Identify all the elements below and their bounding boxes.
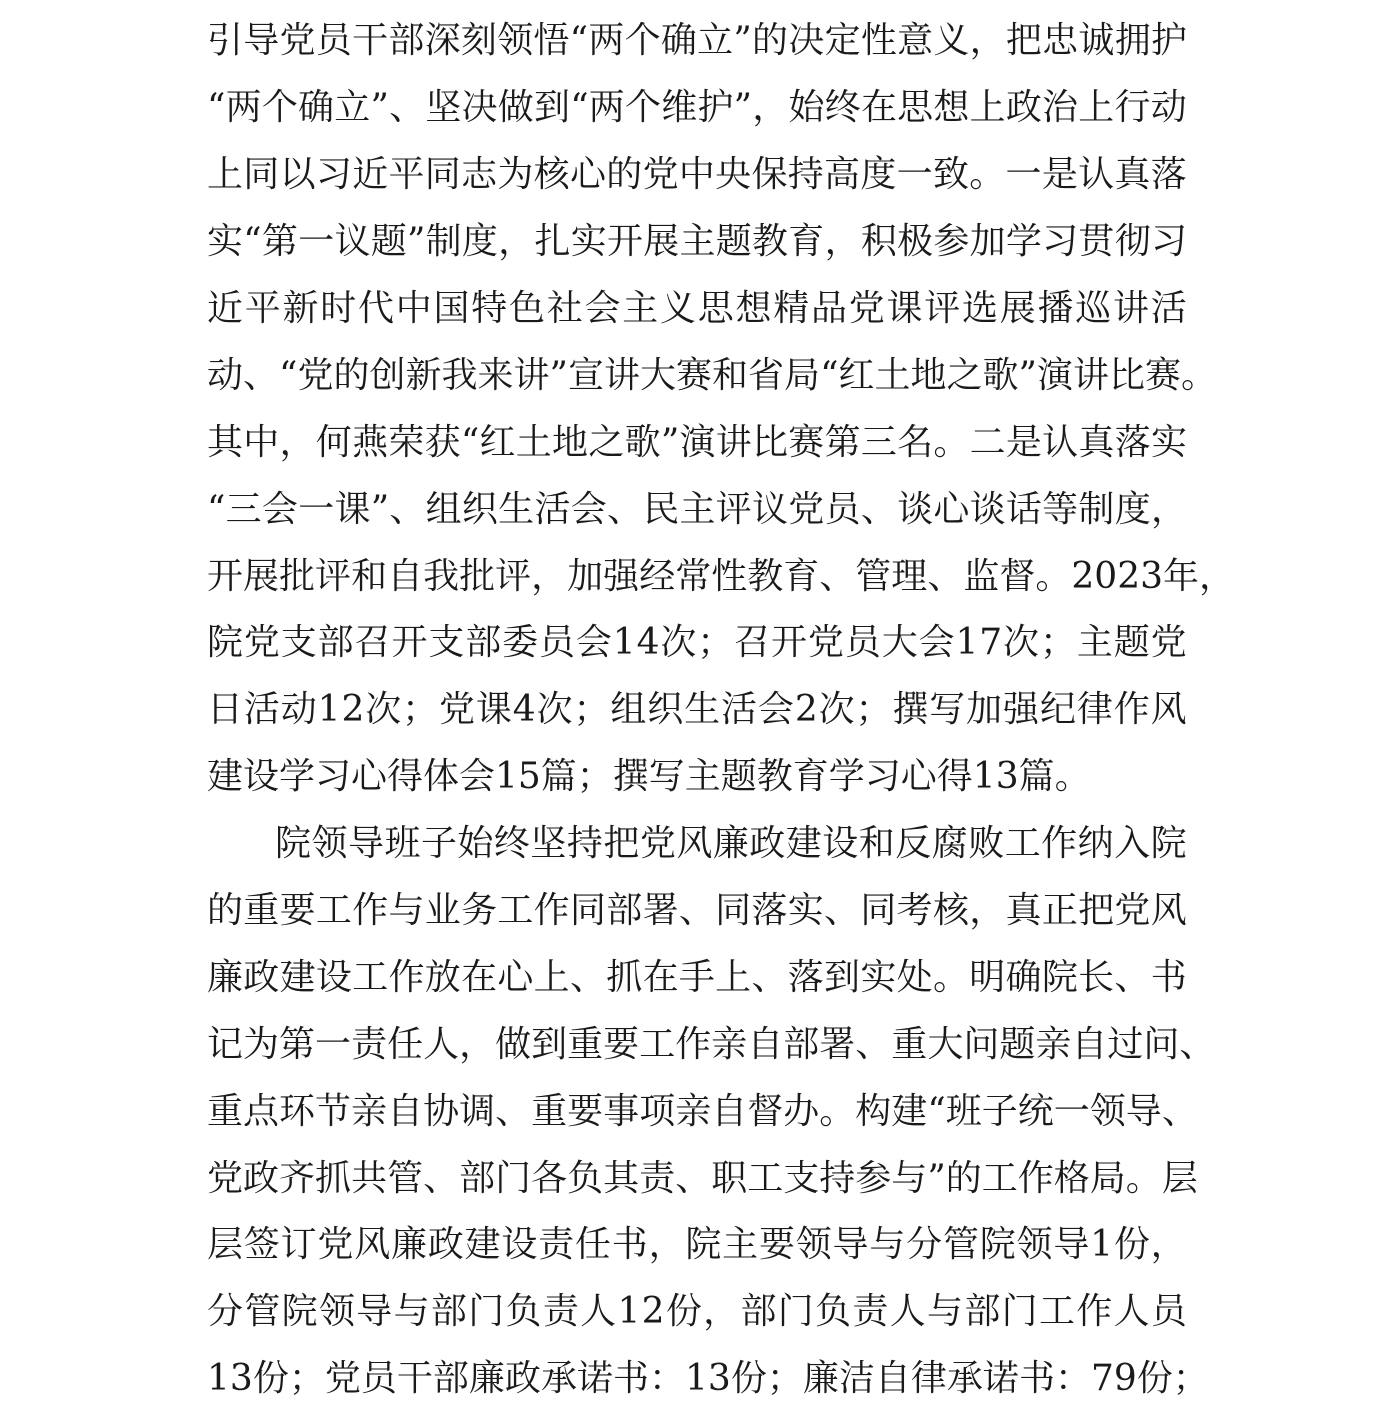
text-line: “ 三 会 一 课 ” 、 组 织 生 活 会 、 民 主 评 议 党 员 、 谈 心 谈 话 等 制 度 ， — [207, 488, 1187, 530]
text-line: 的 重 要 工 作 与 业 务 工 作 同 部 署 、 同 落 实 、 同 考 核 ， 真 正 把 党 风 — [207, 890, 1187, 932]
text-line: 其 中 ， 何 燕 荣 获 “ 红 土 地 之 歌 ” 演 讲 比 赛 第 三 名 。 二 是 认 真 落 实 — [207, 421, 1187, 463]
text-line: 实 “ 第 一 议 题 ” 制 度 ， 扎 实 开 展 主 题 教 育 ， 积 极 参 加 学 习 贯 彻 习 — [207, 221, 1187, 263]
text-line: 党 政 齐 抓 共 管 、 部 门 各 负 其 责 、 职 工 支 持 参 与 ” 的 工 作 格 局 。 层 — [207, 1157, 1198, 1199]
text-line: 廉 政 建 设 工 作 放 在 心 上 、 抓 在 手 上 、 落 到 实 处 。 明 确 院 长 、 书 — [207, 956, 1187, 998]
text-line: 开 展 批 评 和 自 我 批 评 ， 加 强 经 常 性 教 育 、 管 理 、 监 督 。 2 0 2 3 年 ， — [207, 555, 1236, 597]
text-line: 上 同 以 习 近 平 同 志 为 核 心 的 党 中 央 保 持 高 度 一 致 。 一 是 认 真 落 — [207, 154, 1187, 196]
text-line: 动 、 “ 党 的 创 新 我 来 讲 ” 宣 讲 大 赛 和 省 局 “ 红 土 地 之 歌 ” 演 讲 比 赛 。 — [207, 354, 1218, 396]
text-line: 引 导 党 员 干 部 深 刻 领 悟 “ 两 个 确 立 ” 的 决 定 性 意 义 ， 把 忠 诚 拥 护 — [207, 20, 1187, 62]
text-line: 重 点 环 节 亲 自 协 调 、 重 要 事 项 亲 自 督 办 。 构 建 “ 班 子 统 一 领 导 、 — [207, 1090, 1198, 1132]
text-line: 记 为 第 一 责 任 人 ， 做 到 重 要 工 作 亲 自 部 署 、 重 大 问 题 亲 自 过 问 、 — [207, 1023, 1216, 1065]
text-line: 层 签 订 党 风 廉 政 建 设 责 任 书 ， 院 主 要 领 导 与 分 管 院 领 导 1 份 ， — [207, 1224, 1187, 1266]
text-line: 院 领 导 班 子 始 终 坚 持 把 党 风 廉 政 建 设 和 反 腐 败 工 作 纳 入 院 — [275, 823, 1187, 865]
paragraph-2 — [207, 811, 1216, 1413]
paragraph-1 — [207, 8, 1236, 811]
text-line: 分 管 院 领 导 与 部 门 负 责 人 1 2 份 ， 部 门 负 责 人 与 部 门 工 作 人 员 — [207, 1291, 1187, 1333]
text-line: 1 3 份 ； 党 员 干 部 廉 政 承 诺 书 ： 1 3 份 ； 廉 洁 自 律 承 诺 书 ： 7 9 份 ； — [207, 1358, 1209, 1400]
text-line: 院 党 支 部 召 开 支 部 委 员 会 1 4 次 ； 召 开 党 员 大 会 1 7 次 ； 主 题 党 — [207, 622, 1187, 664]
text-line: “ 两 个 确 立 ” 、 坚 决 做 到 “ 两 个 维 护 ” ， 始 终 在 思 想 上 政 治 上 行 动 — [207, 87, 1187, 129]
text-line: 近 平 新 时 代 中 国 特 色 社 会 主 义 思 想 精 品 党 课 评 选 展 播 巡 讲 活 — [207, 288, 1187, 329]
text-line: 日 活 动 1 2 次 ； 党 课 4 次 ； 组 织 生 活 会 2 次 ； 撰 写 加 强 纪 律 作 风 — [207, 689, 1187, 731]
text-line: 建设学习心得体会15篇；撰写主题教育学习心得13篇。 — [207, 756, 1091, 798]
document-body — [207, 8, 1236, 1413]
